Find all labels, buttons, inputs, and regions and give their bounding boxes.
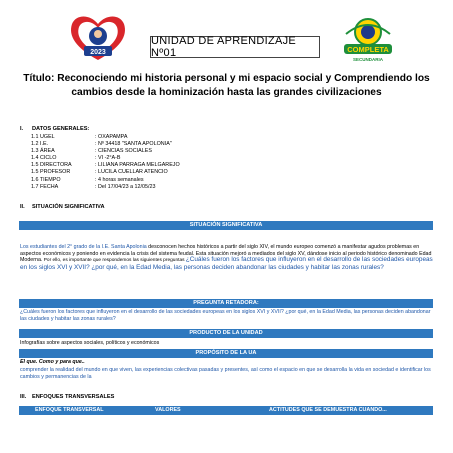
logo-year: 2023	[90, 49, 106, 56]
section-situacion	[20, 204, 105, 210]
section-label: DATOS GENERALES:	[32, 126, 90, 132]
data-value: : 4 horas semanales	[95, 176, 144, 183]
column-header-enfoque: ENFOQUE TRANSVERSAL	[35, 407, 104, 413]
proposito-band: PROPÓSITO DE LA UA	[19, 349, 433, 358]
unit-title-box	[150, 36, 320, 58]
data-value: : Del 17/04/23 a 12/05/23	[95, 183, 156, 190]
pregunta-text: ¿Cuáles fueron los factores que influyeron en el desarrollo de las sociedades europeas en los siglos XVI y XVII? ¿por qué, en la Edad Media, las personas deciden abandonar las ciudades y habitar las zonas rurales?	[20, 309, 431, 322]
logo-completa-text: COMPLETA	[347, 45, 389, 54]
situacion-intro: Los estudiantes del 2° grado de la I.E. Santa Apolonia	[20, 244, 149, 250]
section-number: III.	[20, 394, 27, 400]
data-key: 1.7 FECHA	[31, 183, 59, 190]
document-header	[0, 0, 453, 68]
situacion-body: desconocen hechos históricos a partir del siglo XIV, el mundo europeo comenzó a manifestar agudos problemas en aspectos económicos y poniendo en evidencia la crisis del sistema feudal. Esta situación mejoró a mediados del siglo XV, dándose inicio al periodo histórico denominado Edad Moderna.	[20, 244, 432, 264]
general-data-row	[31, 162, 180, 169]
pregunta-band: PREGUNTA RETADORA:	[19, 299, 433, 308]
general-data-row	[31, 155, 180, 162]
data-key: 1.2 I.E.	[31, 141, 49, 148]
general-data-row	[31, 177, 180, 184]
jornada-completa-logo	[340, 12, 396, 64]
situacion-band: SITUACIÓN SIGNIFICATIVA	[19, 221, 433, 230]
data-value: : OXAPAMPA	[95, 134, 128, 140]
enfoques-table-header	[19, 406, 433, 415]
school-anniversary-logo	[66, 10, 130, 64]
section-label: ENFOQUES TRANSVERSALES	[32, 394, 115, 400]
producto-text: Infografías sobre aspectos sociales, políticos y económicos	[20, 340, 160, 346]
section-datos-generales	[20, 126, 89, 132]
general-data-row	[31, 134, 180, 141]
section-enfoques	[20, 394, 114, 400]
title-text: Reconociendo mi historia personal y mi espacio social y Comprendiendo los cambios desde la hominización hasta las grandes civilizaciones	[57, 73, 430, 98]
data-value: : LUCILA CUELLAR ATENCIO	[95, 169, 168, 176]
data-key: 1.1 UGEL	[31, 134, 55, 140]
data-key: 1.5 DIRECTORA	[31, 162, 72, 169]
unit-title: UNIDAD DE APRENDIZAJE Nº01	[151, 35, 297, 59]
data-key: 1.5 PROFESOR	[31, 169, 71, 176]
logo-secundaria-text: SECUNDARIA	[352, 57, 384, 62]
document-title	[14, 72, 439, 100]
data-key: 1.4 CICLO	[31, 155, 57, 162]
column-header-actitudes: ACTITUDES QUE SE DEMUESTRA CUANDO...	[269, 407, 387, 413]
proposito-label: El que. Como y para que..	[20, 359, 85, 365]
situacion-prompt: Por ello, es importante que respondemos las siguientes preguntas	[42, 258, 186, 264]
situacion-question: ¿Cuáles fueron los factores que influyeron en el desarrollo de las sociedades europeas en los siglos XVI y XVII? ¿por qué, en la Edad Media, las personas deciden abandonar las ciudades y habitar las zonas rurales?	[20, 256, 433, 271]
producto-band: PRODUCTO DE LA UNIDAD	[19, 329, 433, 338]
general-data-list	[31, 134, 180, 191]
situacion-paragraph	[20, 244, 433, 271]
column-header-valores: VALORES	[155, 407, 181, 413]
proposito-text: comprender la realidad del mundo en que viven, las experiencias colectivas pasadas y presentes, así como el espacio en que se desarrolla la vida en sociedad e identificar los cambios y permanencias de la	[20, 367, 431, 380]
section-number: I.	[20, 126, 24, 132]
data-key: 1.3 ÁREA	[31, 148, 55, 155]
data-key: 1.6 TIEMPO	[31, 176, 61, 183]
general-data-row	[31, 184, 180, 191]
section-number: II.	[20, 204, 25, 210]
general-data-row	[31, 148, 180, 155]
data-value: : CIENCIAS SOCIALES	[95, 148, 152, 155]
data-value: : LILIANA PARRAGA MELGAREJO	[95, 162, 180, 169]
general-data-row	[31, 169, 180, 176]
title-prefix: Título:	[23, 73, 58, 84]
section-label: SITUACIÓN SIGNIFICATIVA	[32, 204, 105, 210]
data-value: : VI -2°A-B	[95, 155, 121, 162]
data-value: : Nº 34418 "SANTA APOLONIA"	[95, 141, 172, 148]
